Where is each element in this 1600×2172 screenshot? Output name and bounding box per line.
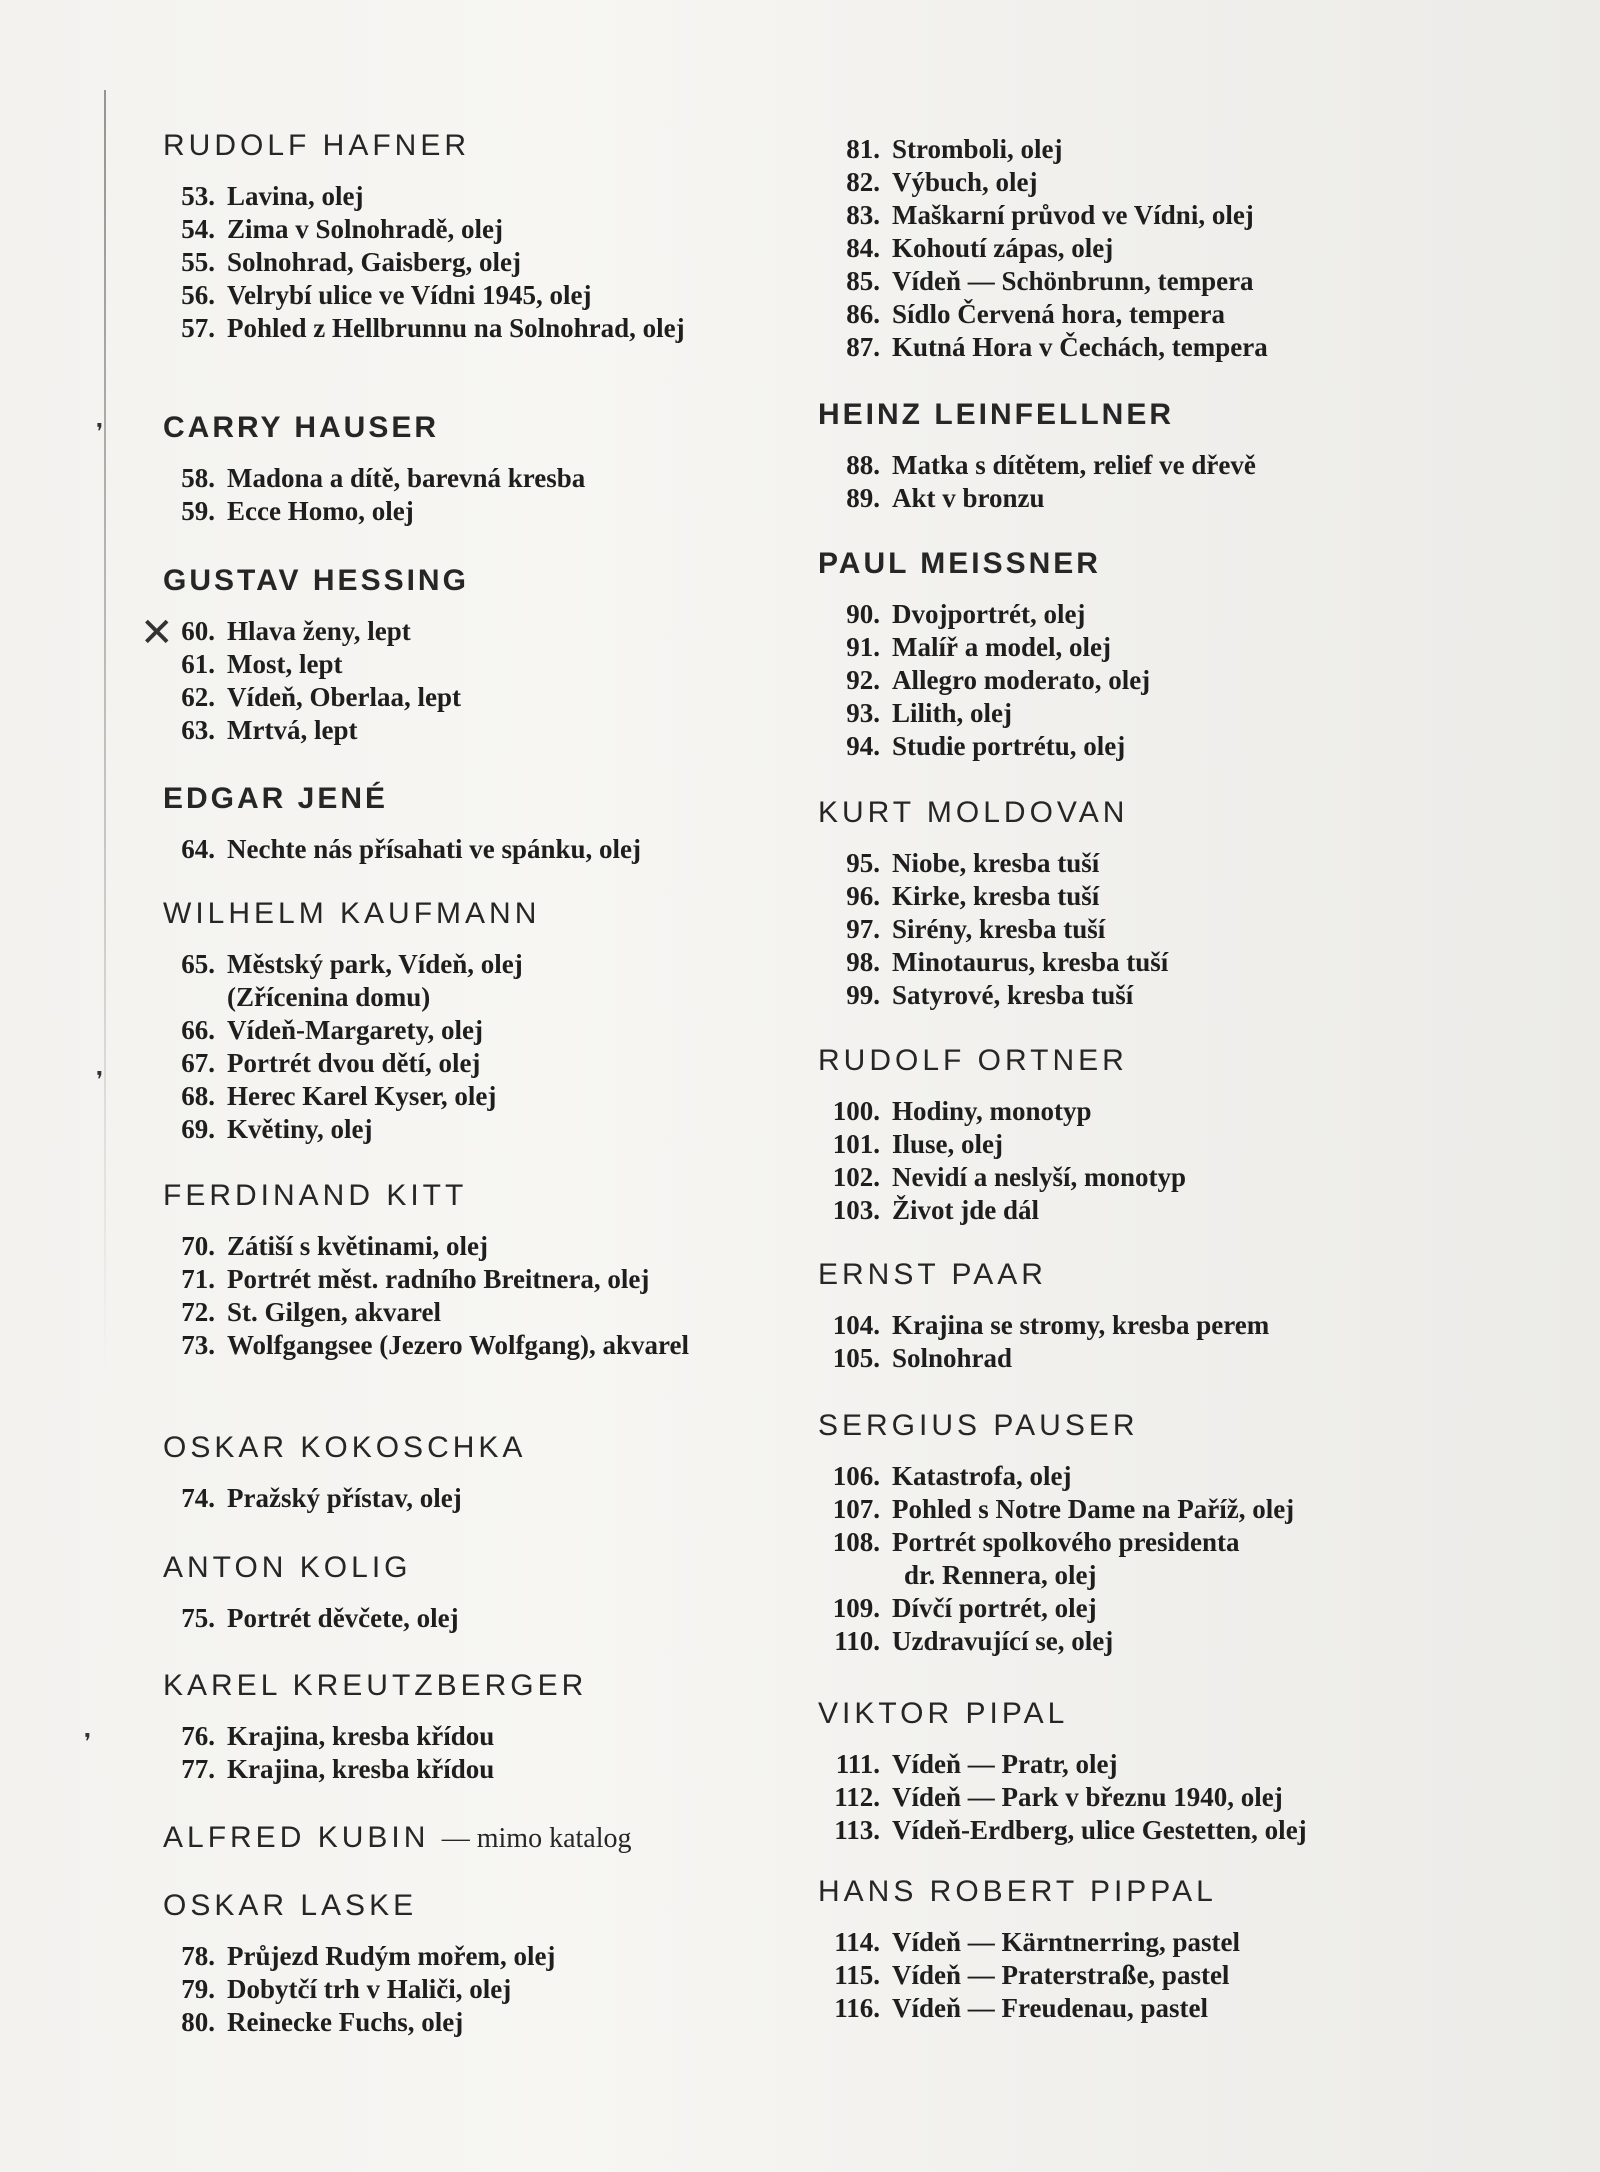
work-item: 102. Nevidí a neslyší, monotyp — [832, 1162, 1187, 1192]
work-item: 91. Malíř a model, olej — [846, 632, 1111, 662]
work-item: 114. Vídeň — Kärntnerring, pastel — [834, 1927, 1240, 1957]
work-item: 54. Zima v Solnohradě, olej — [181, 214, 504, 244]
artist-section — [818, 1696, 1458, 1847]
work-item: 105. Solnohrad — [832, 1343, 1013, 1373]
work-item: 92. Allegro moderato, olej — [846, 665, 1151, 695]
work-list — [163, 1940, 803, 2039]
margin-tick-mark: ❜ — [96, 420, 104, 445]
work-item: 69. Květiny, olej — [181, 1114, 373, 1144]
artist-name: RUDOLF ORTNER — [818, 1044, 1128, 1077]
artist-name: WILHELM KAUFMANN — [163, 897, 541, 930]
work-item: 79. Dobytčí trh v Haliči, olej — [181, 1974, 512, 2004]
artist-section — [818, 133, 1458, 364]
artist-section — [818, 1257, 1458, 1375]
work-item: 60. Hlava ženy, lept — [181, 616, 411, 646]
work-list — [163, 615, 803, 747]
work-list — [818, 847, 1458, 1012]
work-item: 78. Průjezd Rudým mořem, olej — [181, 1941, 556, 1971]
work-item: 71. Portrét měst. radního Breitnera, olej — [181, 1264, 650, 1294]
work-list — [163, 180, 803, 345]
work-item: 65. Městský park, Vídeň, olej — [181, 949, 523, 979]
margin-rule — [104, 90, 106, 1370]
work-list — [163, 948, 803, 1146]
artist-section — [818, 1043, 1458, 1227]
work-list — [818, 1095, 1458, 1227]
artist-section — [818, 1408, 1458, 1658]
artist-section — [163, 1430, 803, 1515]
artist-section — [818, 397, 1458, 515]
work-item: 96. Kirke, kresba tuší — [846, 881, 1100, 911]
work-item: 107. Pohled s Notre Dame na Paříž, olej — [832, 1494, 1295, 1524]
artist-name: OSKAR LASKE — [163, 1889, 418, 1922]
artist-section — [163, 896, 803, 1146]
work-item: 90. Dvojportrét, olej — [846, 599, 1086, 629]
artist-section — [163, 1668, 803, 1786]
work-item: dr. Rennera, olej — [904, 1560, 1097, 1590]
work-item: 83. Maškarní průvod ve Vídni, olej — [846, 200, 1254, 230]
artist-name: VIKTOR PIPAL — [818, 1697, 1069, 1730]
artist-name: SERGIUS PAUSER — [818, 1409, 1139, 1442]
work-item: 87. Kutná Hora v Čechách, tempera — [846, 332, 1268, 362]
artist-name: KURT MOLDOVAN — [818, 796, 1129, 829]
work-item: 109. Dívčí portrét, olej — [832, 1593, 1097, 1623]
work-item: 100. Hodiny, monotyp — [832, 1096, 1092, 1126]
artist-name: OSKAR KOKOSCHKA — [163, 1431, 527, 1464]
work-item: 75. Portrét děvčete, olej — [181, 1603, 459, 1633]
artist-name: CARRY HAUSER — [163, 411, 440, 444]
work-list — [163, 833, 803, 866]
work-item: 103. Život jde dál — [832, 1195, 1040, 1225]
margin-tick-mark: ❜ — [84, 1730, 92, 1755]
work-item: 112. Vídeň — Park v březnu 1940, olej — [834, 1782, 1283, 1812]
work-item: 94. Studie portrétu, olej — [846, 731, 1126, 761]
work-item: 101. Iluse, olej — [832, 1129, 1003, 1159]
work-item: 84. Kohoutí zápas, olej — [846, 233, 1114, 263]
work-item: 62. Vídeň, Oberlaa, lept — [181, 682, 461, 712]
work-list — [163, 1720, 803, 1786]
work-item: 88. Matka s dítětem, relief ve dřevě — [846, 450, 1256, 480]
artist-name: HANS ROBERT PIPPAL — [818, 1875, 1217, 1908]
artist-name: ANTON KOLIG — [163, 1551, 412, 1584]
artist-name: PAUL MEISSNER — [818, 547, 1101, 580]
work-item: 80. Reinecke Fuchs, olej — [181, 2007, 464, 2037]
artist-name: HEINZ LEINFELLNER — [818, 398, 1174, 431]
work-list — [818, 449, 1458, 515]
work-item: 106. Katastrofa, olej — [832, 1461, 1072, 1491]
work-item: 61. Most, lept — [181, 649, 343, 679]
work-item: 116. Vídeň — Freudenau, pastel — [834, 1993, 1209, 2023]
work-item: 76. Krajina, kresba křídou — [181, 1721, 495, 1751]
work-item: 67. Portrét dvou dětí, olej — [181, 1048, 481, 1078]
work-list — [163, 462, 803, 528]
margin-tick-mark: ❜ — [96, 1068, 104, 1093]
work-item: 97. Sirény, kresba tuší — [846, 914, 1106, 944]
work-item: 99. Satyrové, kresba tuší — [846, 980, 1134, 1010]
work-item: 93. Lilith, olej — [846, 698, 1012, 728]
work-item: 89. Akt v bronzu — [846, 483, 1045, 513]
work-item: 113. Vídeň-Erdberg, ulice Gestetten, olej — [834, 1815, 1307, 1845]
work-list — [818, 133, 1458, 364]
work-item: 74. Pražský přístav, olej — [181, 1483, 462, 1513]
work-item: (Zřícenina domu) — [227, 982, 431, 1012]
artist-name: RUDOLF HAFNER — [163, 129, 471, 162]
work-item: 95. Niobe, kresba tuší — [846, 848, 1100, 878]
artist-name: FERDINAND KITT — [163, 1179, 468, 1212]
work-item: 57. Pohled z Hellbrunnu na Solnohrad, olej — [181, 313, 685, 343]
artist-section — [163, 781, 803, 866]
work-item: 73. Wolfgangsee (Jezero Wolfgang), akvarel — [181, 1330, 689, 1360]
artist-section — [163, 410, 803, 528]
work-list — [818, 1460, 1458, 1658]
work-list — [163, 1602, 803, 1635]
artist-name: GUSTAV HESSING — [163, 564, 469, 597]
artist-section — [163, 1178, 803, 1362]
work-item: 77. Krajina, kresba křídou — [181, 1754, 495, 1784]
work-item: 56. Velrybí ulice ve Vídni 1945, olej — [181, 280, 592, 310]
work-item: 85. Vídeň — Schönbrunn, tempera — [846, 266, 1254, 296]
work-item: 98. Minotaurus, kresba tuší — [846, 947, 1169, 977]
work-item: 86. Sídlo Červená hora, tempera — [846, 299, 1225, 329]
work-item: 68. Herec Karel Kyser, olej — [181, 1081, 497, 1111]
work-item: 111. Vídeň — Pratr, olej — [835, 1749, 1118, 1779]
work-list — [163, 1230, 803, 1362]
work-item: 108. Portrét spolkového presidenta — [832, 1527, 1240, 1557]
work-item: 82. Výbuch, olej — [846, 167, 1038, 197]
work-item: 59. Ecce Homo, olej — [181, 496, 414, 526]
artist-name: ERNST PAAR — [818, 1258, 1047, 1291]
artist-name: ALFRED KUBIN — mimo katalog — [163, 1821, 632, 1854]
artist-section — [818, 1874, 1458, 2025]
work-list — [818, 1926, 1458, 2025]
work-item: 115. Vídeň — Praterstraße, pastel — [834, 1960, 1230, 1990]
artist-section — [163, 563, 803, 747]
artist-section — [818, 546, 1458, 763]
artist-section — [163, 128, 803, 345]
work-list — [163, 1482, 803, 1515]
margin-x-mark: ✕ — [140, 610, 174, 656]
work-item: 53. Lavina, olej — [181, 181, 364, 211]
work-item: 72. St. Gilgen, akvarel — [181, 1297, 442, 1327]
work-item: 104. Krajina se stromy, kresba perem — [832, 1310, 1270, 1340]
artist-name: KAREL KREUTZBERGER — [163, 1669, 588, 1702]
work-item: 70. Zátiší s květinami, olej — [181, 1231, 488, 1261]
work-list — [818, 1748, 1458, 1847]
work-item: 64. Nechte nás přísahati ve spánku, olej — [181, 834, 642, 864]
work-item: 58. Madona a dítě, barevná kresba — [181, 463, 586, 493]
work-item: 81. Stromboli, olej — [846, 134, 1063, 164]
artist-name: EDGAR JENÉ — [163, 782, 389, 815]
work-item: 66. Vídeň-Margarety, olej — [181, 1015, 483, 1045]
work-list — [818, 598, 1458, 763]
catalog-note: — mimo katalog — [441, 1823, 632, 1854]
artist-section — [163, 1820, 803, 1856]
work-item: 55. Solnohrad, Gaisberg, olej — [181, 247, 522, 277]
artist-section — [163, 1550, 803, 1635]
work-list — [818, 1309, 1458, 1375]
work-item: 63. Mrtvá, lept — [181, 715, 358, 745]
artist-section — [818, 795, 1458, 1012]
work-item: 110. Uzdravující se, olej — [834, 1626, 1114, 1656]
artist-section — [163, 1888, 803, 2039]
